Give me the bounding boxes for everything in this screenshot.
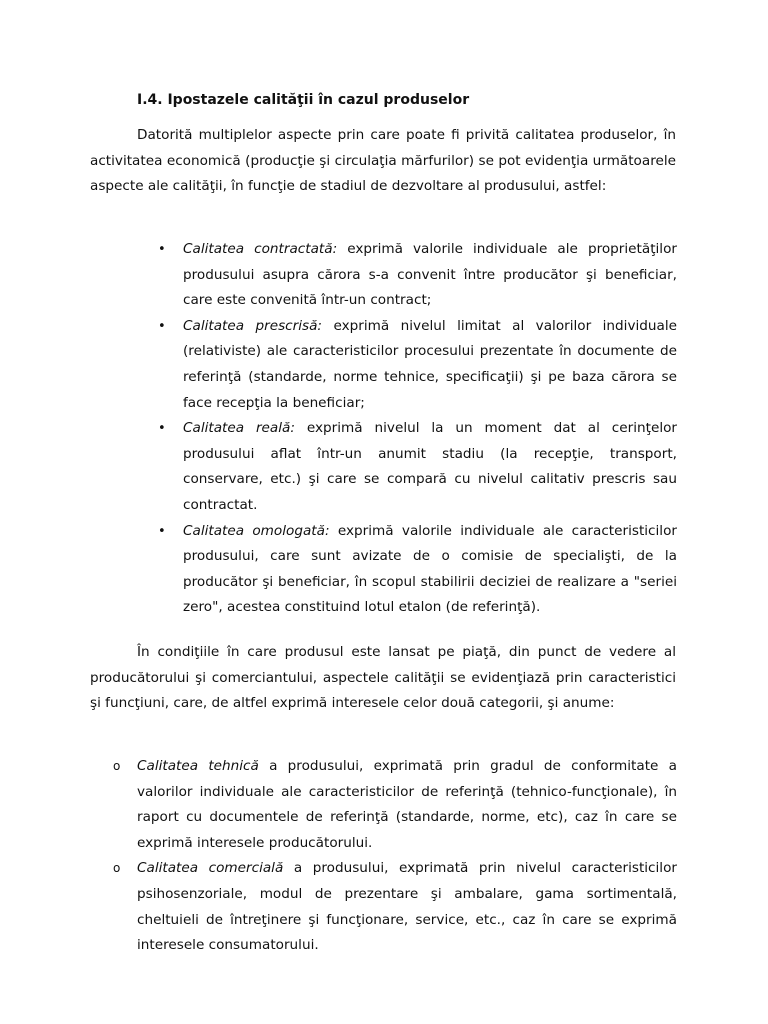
list-item (158, 519, 677, 621)
circle-bullet-icon: o (113, 861, 121, 876)
bullet-icon: • (158, 523, 166, 539)
item-term: Calitatea contractată: (183, 241, 338, 257)
item-term: Calitatea comercială (137, 860, 284, 877)
section-heading: I.4. Ipostazele calităţii în cazul produselor (137, 92, 470, 108)
bullet-icon: • (158, 242, 166, 257)
bullet-icon: • (158, 318, 166, 334)
bullet-icon: • (158, 421, 166, 437)
item-term: Calitatea reală: (183, 420, 295, 437)
item-text: exprimă nivelul la un moment dat al cerinţelor produsului aflat într-un anumit stadiu (la recepţie, transport, conservare, etc.) şi care se compară cu nivelul calitativ prescris sau contractat. (183, 420, 678, 513)
list-item (158, 314, 677, 416)
item-text: exprimă valorile individuale ale proprietăţilor produsului asupra cărora s-a convenit între producător şi beneficiar, care este convenită într-un contract; (183, 241, 677, 309)
item-term: Calitatea omologată: (183, 522, 330, 539)
item-text: a produsului, exprimată prin gradul de conformitate a valorilor individuale ale caracteristicilor de referinţă (tehnico-funcţionale), în raport cu documentele de referinţă (standarde, norme, etc), caz în care se exprimă interesele producătorului. (137, 758, 677, 851)
circle-bullet-icon: o (113, 759, 121, 773)
item-term: Calitatea prescrisă: (183, 317, 323, 334)
item-term: Calitatea tehnică (137, 758, 259, 774)
list-item (113, 856, 677, 958)
list-item (158, 237, 677, 314)
item-text: exprimă valorile individuale ale caracteristicilor produsului, care sunt avizate de o comisie de specialişti, de la producător şi beneficiar, în scopul stabilirii deciziei de realizare a "seriei zero", acestea constituind lotul etalon (de referinţă). (183, 522, 677, 616)
list-item (158, 416, 678, 518)
item-text: exprimă nivelul limitat al valorilor individuale (relativiste) ale caracteristicilor procesului prezentate în documente de referinţă (standarde, norme tehnice, specificaţii) şi pe baza cărora se face recepţia la beneficiar; (183, 317, 677, 411)
intro-paragraph: Datorită multiplelor aspecte prin care poate fi privită calitatea produselor, în activitatea economică (producţie şi circulaţia mărfurilor) se pot evidenţia următoarele aspecte ale calităţii, în funcţie de stadiul de dezvoltare al produsului, astfel: (90, 127, 676, 195)
list-item (113, 754, 677, 856)
conditions-paragraph: În condiţiile în care produsul este lansat pe piaţă, din punct de vedere al producătorului şi comerciantului, aspectele calităţii se evidenţiază prin caracteristici şi funcţiuni, care, de altfel exprimă interesele celor două categorii, şi anume: (90, 644, 676, 712)
quality-types-list (158, 237, 678, 621)
item-text: a produsului, exprimată prin nivelul caracteristicilor psihosenzoriale, modul de prezentare şi ambalare, gama sortimentală, cheltuieli de întreţinere şi funcţionare, service, etc., caz în care se exprimă interesele consumatorului. (137, 860, 677, 954)
quality-aspects-list (113, 754, 677, 959)
